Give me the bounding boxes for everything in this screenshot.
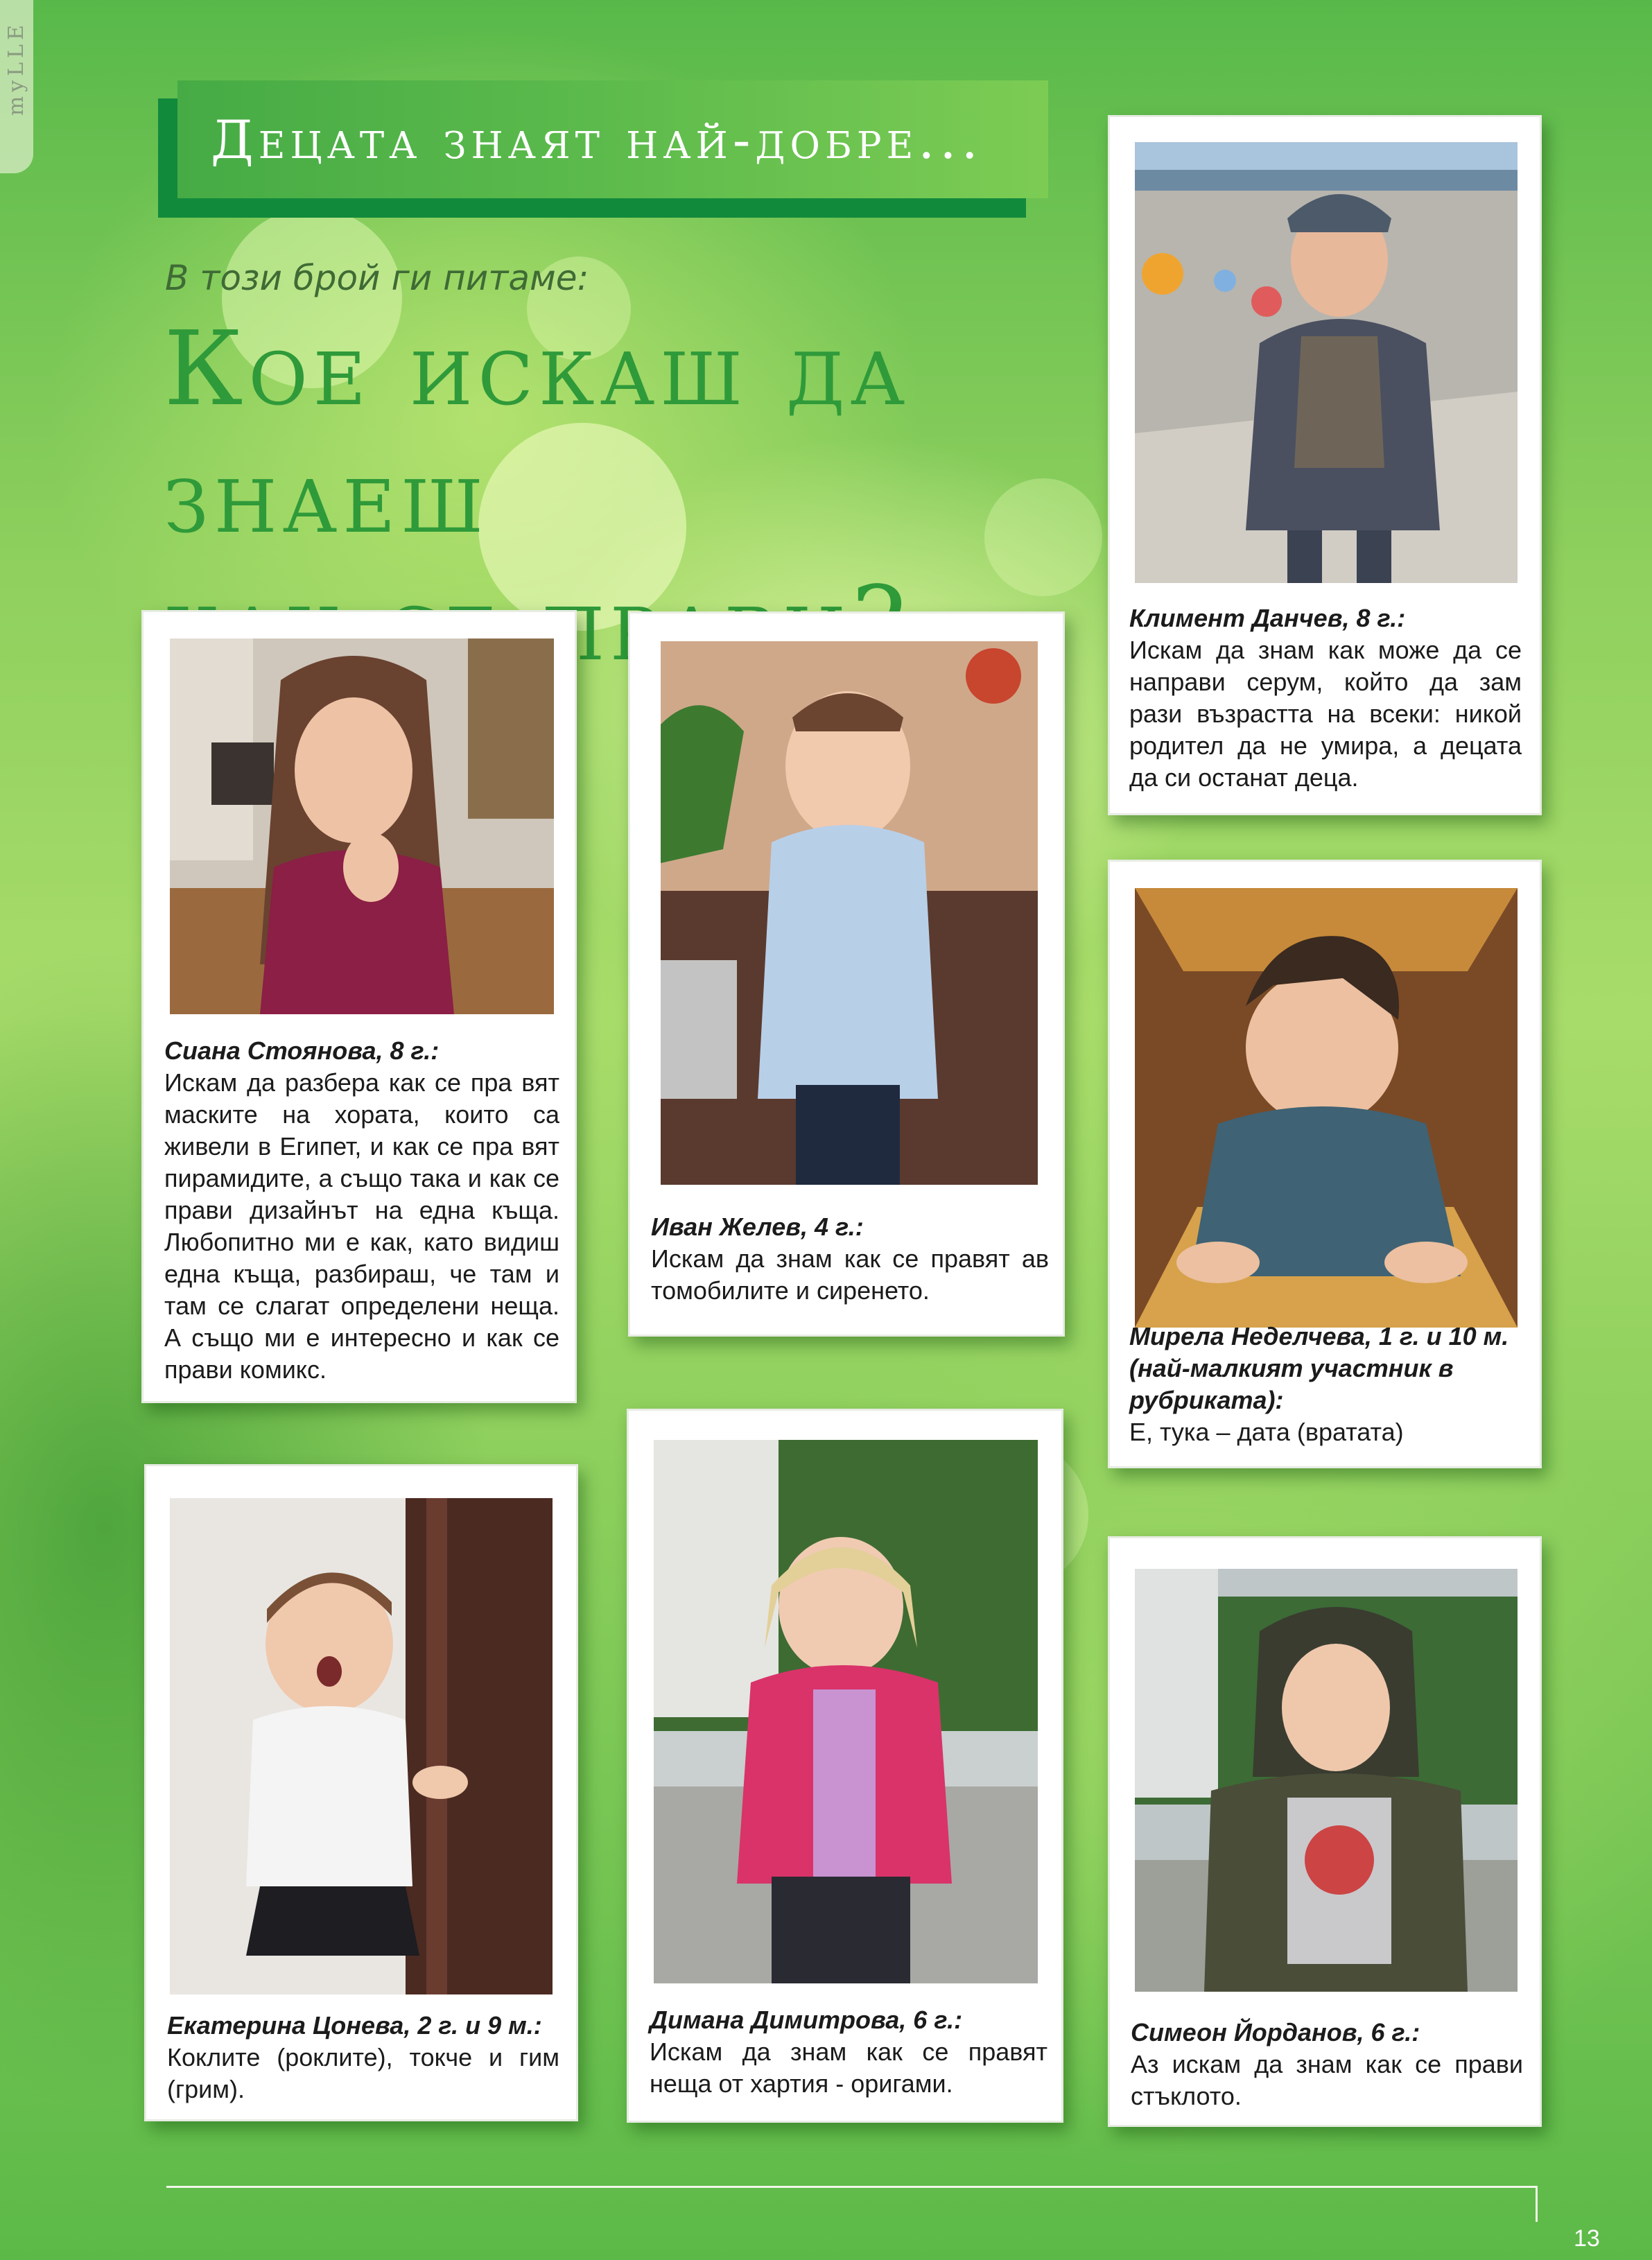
footer-rule-tick — [1536, 2186, 1538, 2222]
child-card-ivan — [628, 611, 1065, 1337]
child-quote: Искам да разбера как се пра вят маските на хората, които са живели в Египет, и как се пра вят пирамидите, а също така и как се прави дизайнът на една къща. Любопитно ми е как, като видиш една къща, разбираш, че там и там се слагат определени неща. А също ми е интересно и как се прави комикс. — [164, 1068, 559, 1384]
child-name: Иван Желев, 4 г.: — [651, 1212, 864, 1241]
issue-subtitle: В този брой ги питаме: — [165, 258, 589, 298]
child-quote: Коклите (роклите), токче и гим (грим). — [167, 2043, 559, 2103]
child-caption — [650, 2004, 1047, 2100]
child-card-kliment — [1108, 115, 1542, 815]
footer-rule — [166, 2186, 1536, 2188]
child-card-simeon — [1108, 1536, 1542, 2127]
child-name: Екатерина Цонева, 2 г. и 9 м.: — [167, 2011, 542, 2040]
question-line-1: Кое искаш да знаеш — [164, 309, 911, 556]
child-name: Сиана Стоянова, 8 г.: — [164, 1036, 440, 1065]
page-number: 13 — [1574, 2225, 1600, 2252]
child-caption — [167, 2010, 559, 2105]
child-quote: Искам да знам как се правят ав томобилите и сиренето. — [651, 1244, 1049, 1305]
child-caption — [164, 1035, 559, 1386]
child-photo — [1135, 1569, 1518, 1992]
child-name: Климент Данчев, 8 г.: — [1129, 604, 1406, 632]
section-title-bar — [177, 80, 1048, 198]
child-card-siana — [141, 610, 577, 1403]
child-quote: Искам да знам как се правят неща от хартия - оригами. — [650, 2037, 1047, 2098]
child-name: Димана Димитрова, 6 г.: — [650, 2006, 963, 2034]
child-quote: Е, тука – дата (вратата) — [1129, 1418, 1404, 1446]
side-tab-label: myLLE — [4, 21, 28, 116]
child-quote: Аз искам да знам как се прави стъклото. — [1131, 2050, 1523, 2110]
child-photo — [661, 641, 1038, 1185]
child-name-line-3: рубриката): — [1129, 1386, 1284, 1414]
child-card-ekaterina — [144, 1464, 578, 2121]
magazine-side-tab — [0, 0, 33, 173]
child-photo — [654, 1440, 1038, 1983]
child-caption — [651, 1211, 1049, 1307]
child-photo — [1135, 142, 1518, 583]
child-card-mirela — [1108, 860, 1542, 1468]
section-title: Децата знаят най-добре... — [211, 108, 983, 171]
child-caption — [1129, 602, 1522, 794]
child-name-line-1: Мирела Неделчева, 1 г. и 10 м. — [1129, 1322, 1509, 1350]
child-card-dimana — [627, 1409, 1063, 2123]
child-caption — [1129, 1321, 1524, 1448]
child-name-line-2: (най-малкият участник в — [1129, 1354, 1454, 1382]
child-photo — [170, 1498, 553, 1994]
child-name: Симеон Йорданов, 6 г.: — [1131, 2018, 1420, 2046]
child-quote: Искам да знам как може да се направи серум, който да зам рази възрастта на всеки: никой родител да не умира, а децата да си останат деца. — [1129, 636, 1522, 792]
child-photo — [1135, 888, 1518, 1328]
child-photo — [170, 638, 554, 1014]
child-caption — [1131, 2017, 1523, 2112]
